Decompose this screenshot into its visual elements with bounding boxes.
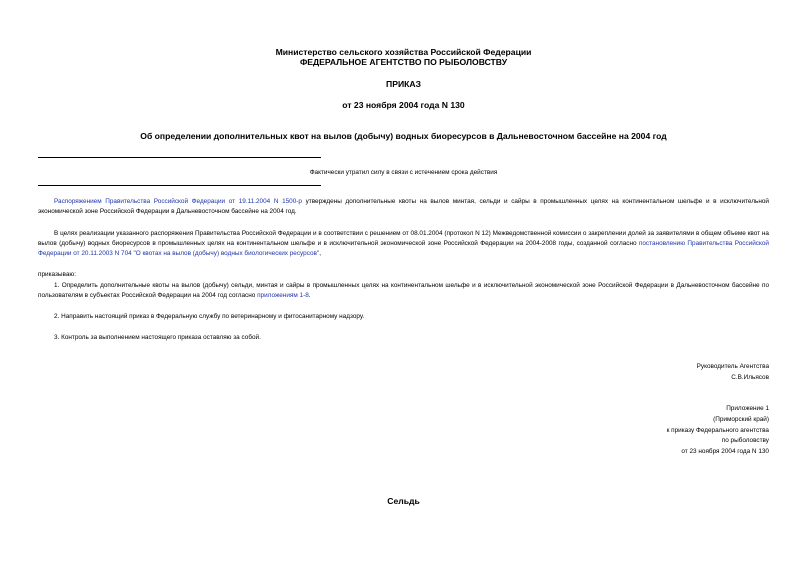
appendix-line-1: Приложение 1 xyxy=(726,405,769,412)
paragraph-1-text: утверждены дополнительные квоты на вылов минтая, сельди и сайры в промышленных целях на континентальном шельфе и в исключительной экономической зоне Российской Федерации в Дальневосточном бассейне на 2004 год. xyxy=(38,198,769,216)
doc-type-heading: ПРИКАЗ xyxy=(386,79,421,89)
signature-block xyxy=(697,362,769,384)
paragraph-decree-reference xyxy=(38,197,769,217)
order-item-1 xyxy=(38,281,769,301)
paragraph-purpose xyxy=(38,229,769,260)
order-word: приказываю: xyxy=(38,271,76,278)
resolution-link[interactable]: постановлению Правительства Российской Федерации от 20.11.2003 N 704 "О квотах на вылов (добычу) водных биологических ресурсов" xyxy=(38,240,769,258)
agency-heading: ФЕДЕРАЛЬНОЕ АГЕНТСТВО ПО РЫБОЛОВСТВУ xyxy=(299,57,508,67)
decree-link[interactable]: Распоряжением Правительства Российской Федерации от 19.11.2004 N 1500-р xyxy=(54,198,302,205)
date-number-heading: от 23 ноября 2004 года N 130 xyxy=(342,100,465,110)
ministry-heading: Министерство сельского хозяйства Российской Федерации xyxy=(275,47,532,57)
item-1-end: . xyxy=(308,292,311,300)
paragraph-2-end: , xyxy=(319,250,321,258)
appendix-line-2: (Приморский край) xyxy=(713,415,769,423)
signatory-name: С.В.Ильясов xyxy=(731,373,769,381)
document-title: Об определении дополнительных квот на вылов (добычу) водных биоресурсов в Дальневосточном бассейне на 2004 год xyxy=(140,131,667,141)
signatory-position: Руководитель Агентства xyxy=(696,363,769,370)
bottom-rule xyxy=(38,185,321,186)
top-rule xyxy=(38,157,321,158)
status-note: Фактически утратил силу в связи с истечением срока действия xyxy=(309,169,498,176)
appendices-link[interactable]: приложениям 1-8 xyxy=(257,292,309,300)
section-heading: Сельдь xyxy=(387,496,420,506)
appendix-line-4: по рыболовству xyxy=(721,437,769,445)
paragraph-2-text: В целях реализации указанного распоряжения Правительства Российской Федерации и в соответствии с решением от 08.01.2004 (протокол N 12) Межведомственной комиссии о закреплении долей за заявителями в общем объеме квот на вылов (добычу) водных биоресурсов в промышленных целях на континентальном шельфе и в исключительной экономической зоне Российской Федерации на 2004-2008 годы, созданной согласно xyxy=(38,230,769,248)
order-item-2: 2. Направить настоящий приказ в Федеральную службу по ветеринарному и фитосанитарному надзору. xyxy=(54,313,365,320)
item-1-text: 1. Определить дополнительные квоты на вылов (добычу) сельди, минтая и сайры в промышленных целях на континентальном шельфе и в исключительной экономической зоне Российской Федерации в Дальневосточном бассейне по пользователям в субъектах Российской Федерации на 2004 год согласно xyxy=(38,282,769,300)
appendix-line-5: от 23 ноября 2004 года N 130 xyxy=(681,448,769,456)
order-item-3: 3. Контроль за выполнением настоящего приказа оставляю за собой. xyxy=(54,334,261,341)
appendix-heading xyxy=(667,404,769,458)
appendix-line-3: к приказу Федерального агентства xyxy=(666,426,769,434)
